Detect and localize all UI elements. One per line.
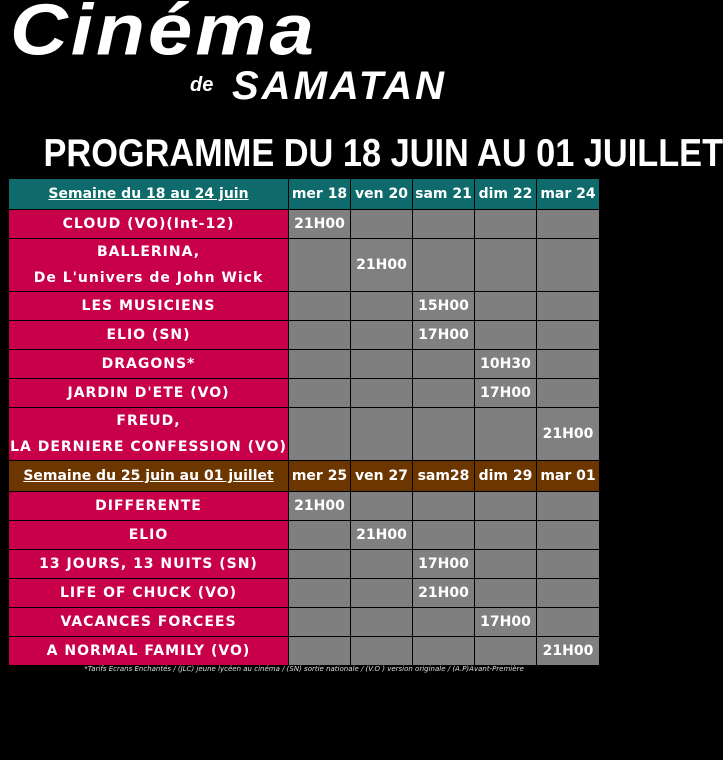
showtime-cell: 21H00 [289, 210, 351, 239]
film-title-line: LIFE OF CHUCK (VO) [59, 585, 238, 601]
film-row [9, 292, 600, 321]
day-header: ven 20 [351, 179, 413, 210]
film-row [9, 239, 600, 292]
film-title-line: LES MUSICIENS [81, 298, 216, 314]
film-title-line: ELIO (SN) [106, 327, 191, 343]
showtime-cell [475, 521, 537, 550]
film-title-line: VACANCES FORCEES [60, 614, 237, 630]
film-title-line: 13 JOURS, 13 NUITS (SN) [39, 556, 258, 572]
showtime-cell: 17H00 [413, 550, 475, 579]
showtime-cell [351, 379, 413, 408]
showtime-cell [351, 579, 413, 608]
showtime-cell [289, 408, 351, 461]
showtime-cell [351, 292, 413, 321]
day-header: mar 24 [537, 179, 600, 210]
showtime-cell [537, 321, 600, 350]
film-title [9, 239, 289, 292]
footnote: *Tarifs Ecrans Enchantés / (JLC) jeune lycéen au cinéma / (SN) sortie nationale / (V.O ) version originale / (A.P)Avant-Première [84, 665, 524, 673]
day-header: dim 22 [475, 179, 537, 210]
showtime-cell: 10H30 [475, 350, 537, 379]
film-title-line: A NORMAL FAMILY (VO) [46, 643, 251, 659]
showtime-cell: 15H00 [413, 292, 475, 321]
film-row [9, 492, 600, 521]
film-title [9, 408, 289, 461]
film-title-line: FREUD, [116, 413, 181, 429]
day-header: dim 29 [475, 461, 537, 492]
film-row [9, 521, 600, 550]
showtime-cell [413, 492, 475, 521]
day-header: sam 21 [413, 179, 475, 210]
showtime-cell [351, 408, 413, 461]
showtime-cell: 21H00 [537, 637, 600, 666]
showtime-cell [475, 321, 537, 350]
showtime-cell [413, 608, 475, 637]
showtime-cell [475, 210, 537, 239]
film-title [9, 608, 289, 637]
showtime-cell [537, 292, 600, 321]
showtime-cell [413, 379, 475, 408]
showtime-cell [289, 379, 351, 408]
showtime-cell [537, 210, 600, 239]
day-header: sam28 [413, 461, 475, 492]
film-title-line: LA DERNIERE CONFESSION (VO) [10, 439, 287, 455]
film-title [9, 521, 289, 550]
film-title [9, 492, 289, 521]
showtime-cell [537, 550, 600, 579]
day-header: mer 18 [289, 179, 351, 210]
showtime-cell [351, 492, 413, 521]
day-header: mar 01 [537, 461, 600, 492]
showtime-cell [413, 350, 475, 379]
film-row [9, 210, 600, 239]
showtime-cell [413, 408, 475, 461]
film-title-line: CLOUD (VO)(Int-12) [62, 216, 235, 232]
film-title [9, 550, 289, 579]
week-header-row [9, 179, 600, 210]
showtime-cell [537, 492, 600, 521]
film-row [9, 608, 600, 637]
day-header: ven 27 [351, 461, 413, 492]
showtime-cell: 21H00 [351, 521, 413, 550]
showtime-cell: 21H00 [289, 492, 351, 521]
film-title-line: DRAGONS* [101, 356, 196, 372]
showtime-cell [289, 350, 351, 379]
showtime-cell [289, 608, 351, 637]
showtime-cell [475, 550, 537, 579]
showtime-cell: 17H00 [413, 321, 475, 350]
cinema-logo-town: SAMATAN [232, 64, 448, 108]
showtime-cell [537, 350, 600, 379]
film-row [9, 579, 600, 608]
film-title [9, 321, 289, 350]
showtime-cell [475, 292, 537, 321]
showtime-cell [289, 579, 351, 608]
film-title-line: De L'univers de John Wick [33, 270, 264, 286]
showtime-cell [351, 608, 413, 637]
film-title [9, 210, 289, 239]
film-title-line: ELIO [128, 527, 169, 543]
film-title [9, 379, 289, 408]
showtime-cell [537, 521, 600, 550]
showtime-cell: 21H00 [537, 408, 600, 461]
showtime-cell [351, 350, 413, 379]
showtime-cell [475, 579, 537, 608]
film-title [9, 350, 289, 379]
showtime-cell: 21H00 [413, 579, 475, 608]
showtime-cell: 21H00 [351, 239, 413, 292]
showtime-cell [289, 521, 351, 550]
film-row [9, 321, 600, 350]
film-title-line: DIFFERENTE [95, 498, 202, 514]
showtime-cell [475, 492, 537, 521]
film-title [9, 292, 289, 321]
schedule-table [8, 178, 600, 666]
showtime-cell [289, 292, 351, 321]
film-row [9, 350, 600, 379]
week-header-row [9, 461, 600, 492]
film-row [9, 408, 600, 461]
showtime-cell [289, 321, 351, 350]
week-label: Semaine du 18 au 24 juin [9, 179, 289, 210]
film-title-line: JARDIN D'ETE (VO) [67, 385, 230, 401]
showtime-cell [289, 550, 351, 579]
film-title [9, 579, 289, 608]
showtime-cell [351, 550, 413, 579]
showtime-cell [351, 321, 413, 350]
showtime-cell [475, 239, 537, 292]
film-row [9, 550, 600, 579]
day-header: mer 25 [289, 461, 351, 492]
showtime-cell [537, 239, 600, 292]
program-title: PROGRAMME DU 18 JUIN AU 01 JUILLET [43, 132, 723, 175]
film-title-line: BALLERINA, [96, 244, 201, 260]
showtime-cell [413, 210, 475, 239]
showtime-cell: 17H00 [475, 379, 537, 408]
week-label: Semaine du 25 juin au 01 juillet [9, 461, 289, 492]
showtime-cell [475, 408, 537, 461]
showtime-cell [413, 521, 475, 550]
showtime-cell [537, 379, 600, 408]
cinema-logo-de: de [190, 74, 214, 96]
showtime-cell [289, 239, 351, 292]
film-row [9, 379, 600, 408]
cinema-logo: Cinéma [10, 0, 317, 70]
showtime-cell [413, 239, 475, 292]
showtime-cell [351, 210, 413, 239]
showtime-cell [537, 608, 600, 637]
showtime-cell [537, 579, 600, 608]
showtime-cell: 17H00 [475, 608, 537, 637]
